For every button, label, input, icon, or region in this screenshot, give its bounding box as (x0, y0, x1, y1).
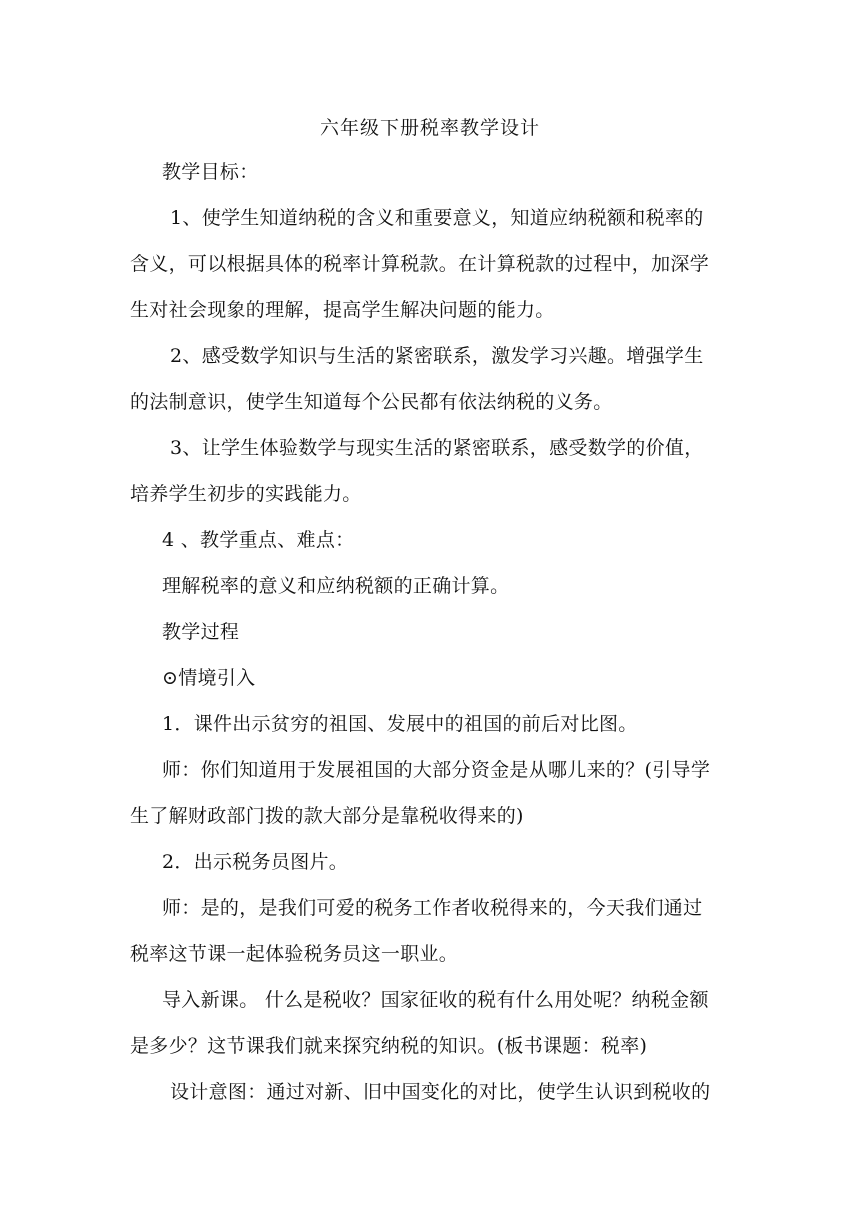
teacher-1-line: 生了解财政部门拨的款大部分是靠税收得来的) (130, 805, 524, 827)
intro-heading (130, 655, 742, 701)
teacher-2-line: 税率这节课一起体验税务员这一职业。 (130, 943, 459, 965)
objective-2-line: 的法制意识，使学生知道每个公民都有依法纳税的义务。 (130, 391, 613, 413)
objective-2 (130, 333, 742, 425)
key-points-heading-line: 4 、教学重点、难点： (162, 529, 355, 551)
objective-1-line: 1、使学生知道纳税的含义和重要意义，知道应纳税额和税率的 (170, 207, 704, 229)
process-heading (130, 609, 742, 655)
key-points (130, 563, 742, 609)
step-1 (130, 701, 742, 747)
objective-1 (130, 195, 742, 333)
objective-3-line: 3、让学生体验数学与现实生活的紧密联系，感受数学的价值， (170, 437, 704, 459)
process-heading-line: 教学过程 (162, 621, 240, 643)
objective-2-line: 2、感受数学知识与生活的紧密联系，激发学习兴趣。增强学生 (170, 345, 704, 367)
objective-1-line: 生对社会现象的理解，提高学生解决问题的能力。 (130, 299, 555, 321)
objective-3 (130, 425, 742, 517)
design-intent-line: 设计意图：通过对新、旧中国变化的对比，使学生认识到税收的 (170, 1081, 711, 1103)
teacher-1-line: 师：你们知道用于发展祖国的大部分资金是从哪儿来的？(引导学 (162, 759, 711, 781)
new-lesson-line: 导入新课。 什么是税收？国家征收的税有什么用处呢？纳税金额 (162, 989, 709, 1011)
design-intent (130, 1069, 742, 1115)
objectives-heading (130, 149, 742, 195)
teacher-2-line: 师：是的，是我们可爱的税务工作者收税得来的，今天我们通过 (162, 897, 703, 919)
step-2 (130, 839, 742, 885)
objectives-heading-line: 教学目标： (162, 161, 259, 183)
objective-1-line: 含义，可以根据具体的税率计算税款。在计算税款的过程中，加深学 (130, 253, 710, 275)
document-title: 六年级下册税率教学设计 (319, 117, 540, 139)
teacher-2 (130, 885, 742, 977)
key-points-line: 理解税率的意义和应纳税额的正确计算。 (162, 575, 510, 597)
step-2-line: 2．出示税务员图片。 (162, 851, 349, 873)
new-lesson (130, 977, 742, 1069)
key-points-heading (130, 517, 742, 563)
teacher-1 (130, 747, 742, 839)
intro-heading-line: ⊙情境引入 (162, 667, 256, 689)
new-lesson-line: 是多少？这节课我们就来探究纳税的知识。(板书课题：税率) (130, 1035, 648, 1057)
step-1-line: 1．课件出示贫穷的祖国、发展中的祖国的前后对比图。 (162, 713, 638, 735)
objective-3-line: 培养学生初步的实践能力。 (130, 483, 362, 505)
